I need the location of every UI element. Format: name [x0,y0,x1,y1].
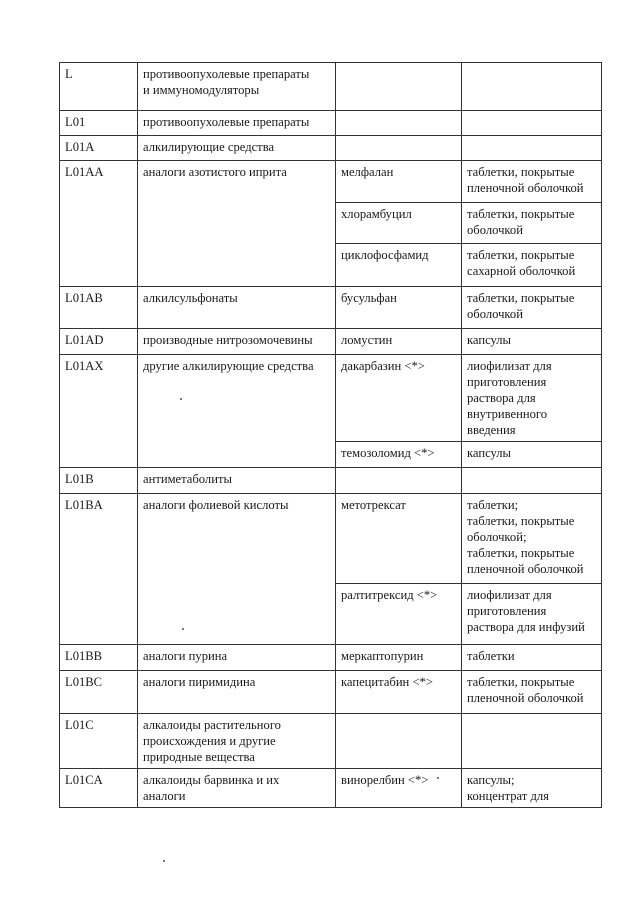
table-row [60,161,602,203]
table-row [60,329,602,355]
atc-code-cell: L01C [60,714,138,769]
cell-text-line: раствора для инфузий [467,620,585,634]
drug-name-cell: меркаптопурин [336,645,462,671]
cell-text-line: приготовления [467,604,547,618]
cell-text-line: таблетки; [467,498,519,512]
drug-name-cell: метотрексат [336,494,462,584]
dosage-form-cell [462,714,602,769]
cell-text-line: пленочной оболочкой [467,181,584,195]
cell-text-line: пленочной оболочкой [467,691,584,705]
cell-text-line: аналоги пиримидина [143,675,256,689]
cell-text-line: лиофилизат для [467,588,552,602]
anatomic-group-cell [138,645,336,671]
dosage-form-cell [462,584,602,645]
cell-text-line: приготовления [467,375,547,389]
atc-code-cell: L01A [60,136,138,161]
cell-text-line: антиметаболиты [143,472,232,486]
drug-name-cell: винорелбин <*> [336,769,462,808]
anatomic-group-cell [138,355,336,468]
dosage-form-cell [462,329,602,355]
drug-name-cell: циклофосфамид [336,244,462,287]
dosage-form-cell [462,442,602,468]
cell-text-line: раствора для [467,391,536,405]
cell-text-line: алкалоиды барвинка и их [143,773,280,787]
table-row [60,494,602,584]
drug-name-cell: ломустин [336,329,462,355]
dosage-form-cell [462,355,602,442]
dosage-form-cell [462,769,602,808]
atc-code-cell: L01AD [60,329,138,355]
table-row [60,714,602,769]
cell-text-line: другие алкилирующие средства [143,359,314,373]
drug-name-cell: хлорамбуцил [336,203,462,244]
drug-name-cell: дакарбазин <*> [336,355,462,442]
cell-text-line: противоопухолевые препараты [143,115,310,129]
anatomic-group-cell [138,287,336,329]
cell-text-line: алкилсульфонаты [143,291,238,305]
anatomic-group-cell [138,714,336,769]
dosage-form-cell [462,136,602,161]
atc-code-cell: L01BC [60,671,138,714]
anatomic-group-cell [138,769,336,808]
table-row [60,671,602,714]
cell-text-line: алкилирующие средства [143,140,275,154]
cell-text-line: алкалоиды растительного [143,718,281,732]
cell-text-line: аналоги фолиевой кислоты [143,498,289,512]
dosage-form-cell [462,203,602,244]
cell-text-line: и иммуномодуляторы [143,83,260,97]
table-row [60,769,602,808]
cell-text-line: таблетки, покрытые [467,291,575,305]
cell-text-line: внутривенного [467,407,548,421]
dosage-form-cell [462,468,602,494]
cell-text-line: аналоги пурина [143,649,228,663]
drug-name-cell: бусульфан [336,287,462,329]
scan-speck [163,860,165,862]
cell-text-line: лиофилизат для [467,359,552,373]
dosage-form-cell [462,63,602,111]
dosage-form-cell [462,161,602,203]
cell-text-line: таблетки, покрытые [467,248,575,262]
cell-text-line: таблетки, покрытые [467,546,575,560]
anatomic-group-cell [138,494,336,645]
table-row [60,136,602,161]
atc-code-cell: L01 [60,111,138,136]
table-row [60,287,602,329]
drug-name-cell [336,136,462,161]
table-row [60,111,602,136]
drug-name-cell: капецитабин <*> [336,671,462,714]
atc-code-cell: L [60,63,138,111]
atc-code-cell: L01AA [60,161,138,287]
dosage-form-cell [462,671,602,714]
cell-text-line: пленочной оболочкой [467,562,584,576]
anatomic-group-cell [138,468,336,494]
scan-speck [437,777,439,779]
drug-name-cell [336,63,462,111]
dosage-form-cell [462,244,602,287]
cell-text-line: таблетки, покрытые [467,514,575,528]
cell-text-line: оболочкой [467,307,523,321]
cell-text-line: таблетки, покрытые [467,675,575,689]
dosage-form-cell [462,287,602,329]
scan-speck [180,398,182,400]
cell-text-line: введения [467,423,516,437]
cell-text-line: природные вещества [143,750,255,764]
dosage-form-cell [462,494,602,584]
cell-text-line: таблетки [467,649,515,663]
table-row [60,63,602,111]
table-row [60,468,602,494]
cell-text-line: оболочкой [467,223,523,237]
anatomic-group-cell [138,671,336,714]
drug-name-cell [336,714,462,769]
drug-name-cell: темозоломид <*> [336,442,462,468]
cell-text-line: производные нитрозомочевины [143,333,313,347]
atc-code-cell: L01BA [60,494,138,645]
drug-name-cell: мелфалан [336,161,462,203]
anatomic-group-cell [138,63,336,111]
drug-name-cell [336,111,462,136]
atc-code-cell: L01CA [60,769,138,808]
dosage-form-cell [462,111,602,136]
scan-speck [182,628,184,630]
anatomic-group-cell [138,111,336,136]
drug-name-cell: ралтитрексид <*> [336,584,462,645]
cell-text-line: сахарной оболочкой [467,264,576,278]
cell-text-line: капсулы; [467,773,515,787]
cell-text-line: таблетки, покрытые [467,207,575,221]
anatomic-group-cell [138,136,336,161]
cell-text-line: таблетки, покрытые [467,165,575,179]
cell-text-line: противоопухолевые препараты [143,67,310,81]
anatomic-group-cell [138,329,336,355]
atc-code-cell: L01AX [60,355,138,468]
cell-text-line: оболочкой; [467,530,527,544]
table-row [60,355,602,442]
drug-name-cell [336,468,462,494]
cell-text-line: аналоги [143,789,186,803]
cell-text-line: аналоги азотистого иприта [143,165,287,179]
cell-text-line: капсулы [467,446,512,460]
atc-code-cell: L01BB [60,645,138,671]
drug-classification-table [59,62,602,808]
cell-text-line: происхождения и другие [143,734,276,748]
table-row [60,645,602,671]
atc-code-cell: L01B [60,468,138,494]
cell-text-line: капсулы [467,333,512,347]
anatomic-group-cell [138,161,336,287]
cell-text-line: концентрат для [467,789,549,803]
dosage-form-cell [462,645,602,671]
atc-code-cell: L01AB [60,287,138,329]
